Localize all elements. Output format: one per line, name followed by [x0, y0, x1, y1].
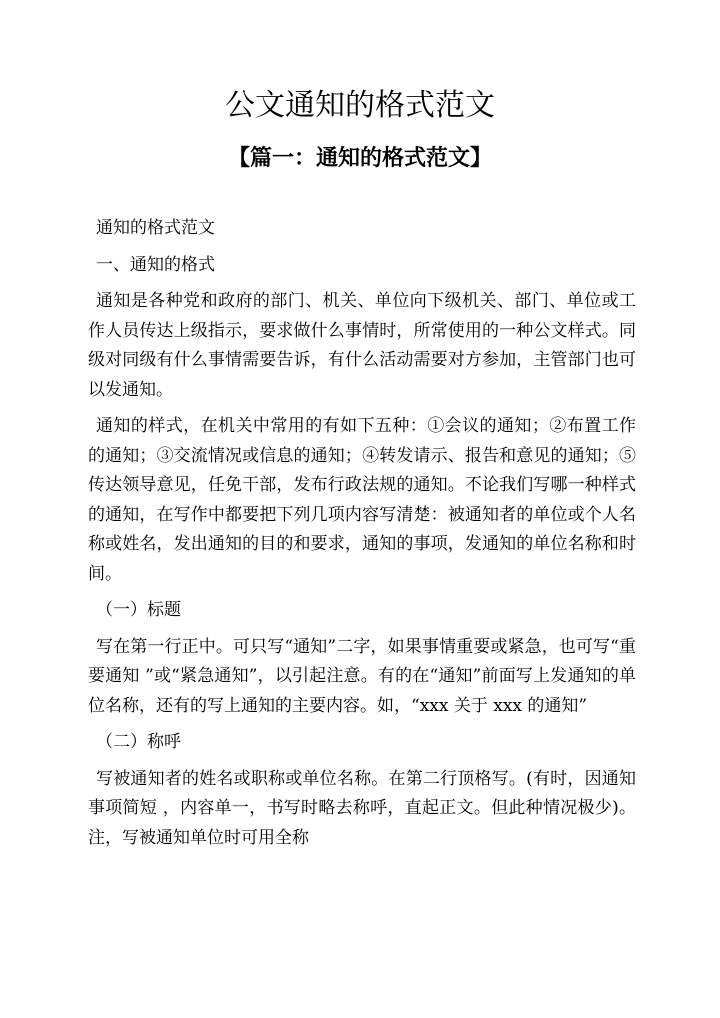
- document-subtitle: 【篇一：通知的格式范文】: [227, 145, 492, 171]
- paragraph-definition: 通知是各种党和政府的部门、机关、单位向下级机关、部门、单位或工作人员传达上级指示，要求做什么事情时，所常使用的一种公文样式。同级对同级有什么事情需要告诉，有什么活动需要对方参加，主管部门也可以发通知。: [88, 291, 636, 400]
- section-heading-format: 一、通知的格式: [96, 254, 215, 275]
- document-title: 公文通知的格式范文: [225, 88, 495, 123]
- paragraph-title-rules: 写在第一行正中。可只写“通知”二字，如果事情重要或紧急，也可写“重要通知 ”或“紧急通知”，以引起注意。有的在“通知”前面写上发通知的单位名称，还有的写上通知的主要内容。如，“xxx 关于 xxx 的通知”: [88, 636, 636, 716]
- paragraph-salutation-rules: 写被通知者的姓名或职称或单位名称。在第二行顶格写。(有时，因通知事项简短 ，内容单一，书写时略去称呼，直起正文。但此种情况极少)。注，写被通知单位时可用全称: [88, 768, 636, 848]
- subheading-salutation: （二）称呼: [96, 732, 181, 752]
- paragraph-types: 通知的样式，在机关中常用的有如下五种：①会议的通知；②布置工作的通知；③交流情况或信息的通知；④转发请示、报告和意见的通知；⑤传达领导意见，任免干部，发布行政法规的通知。不论我们写哪一种样式的通知，在写作中都要把下列几项内容写清楚：被通知者的单位或个人名称或姓名，发出通知的目的和要求，通知的事项，发通知的单位名称和时间。: [88, 416, 636, 584]
- section-title: 通知的格式范文: [96, 218, 215, 238]
- document-body: [88, 214, 636, 860]
- subheading-title: （一）标题: [96, 600, 181, 620]
